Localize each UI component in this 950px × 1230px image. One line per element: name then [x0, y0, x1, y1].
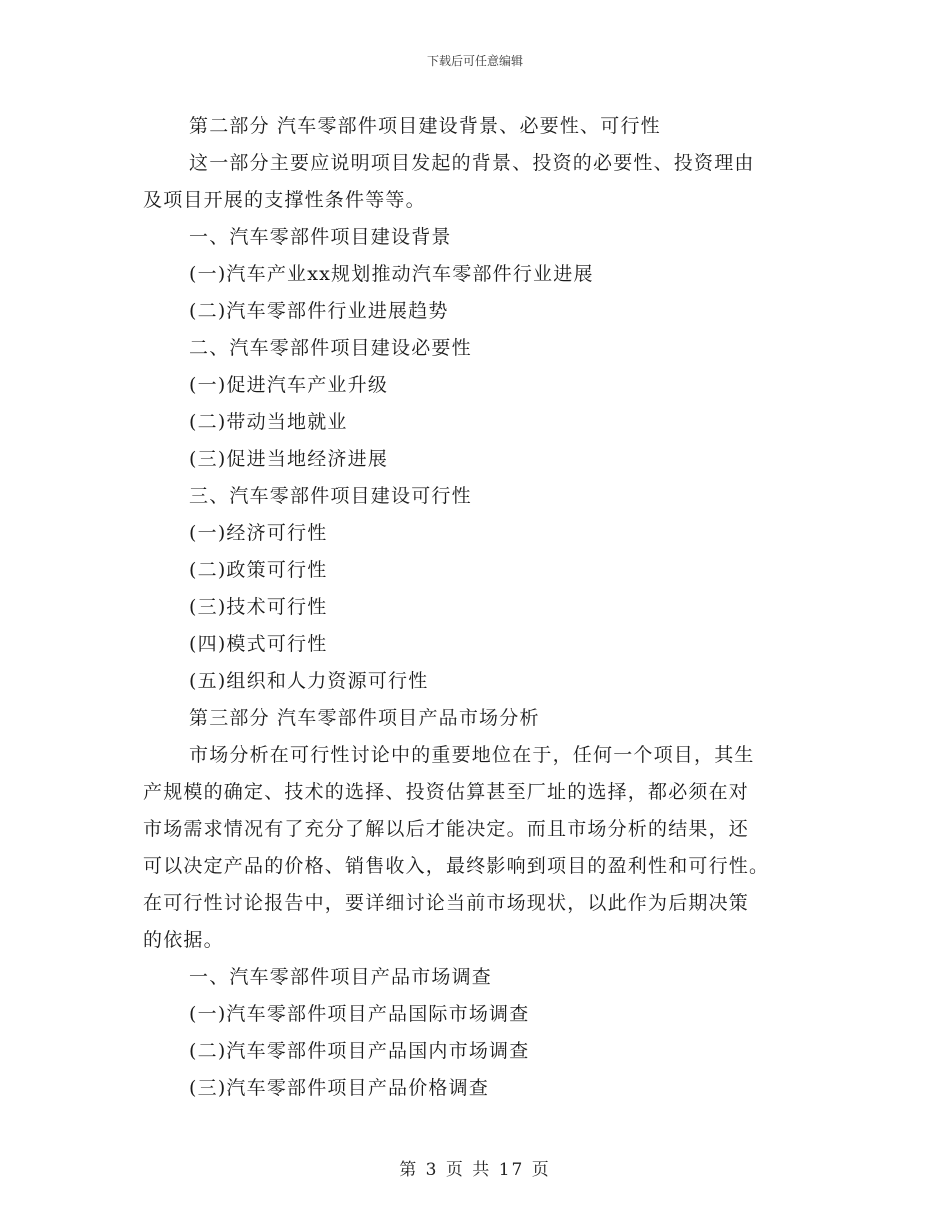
text-line: (三)促进当地经济进展 [189, 448, 389, 470]
text-line: 市场分析在可行性讨论中的重要地位在于，任何一个项目，其生 [189, 744, 755, 766]
page-header: 下载后可任意编辑 [426, 54, 523, 68]
text-line: 产规模的确定、技术的选择、投资估算甚至厂址的选择，都必须在对 [143, 781, 750, 803]
text-line: 在可行性讨论报告中，要详细讨论当前市场现状，以此作为后期决策 [143, 892, 750, 914]
text-line: (三)汽车零部件项目产品价格调查 [189, 1077, 490, 1099]
text-line: (一)汽车零部件项目产品国际市场调查 [189, 1003, 530, 1025]
text-line: 第二部分 汽车零部件项目建设背景、必要性、可行性 [189, 115, 661, 137]
text-line: (一)促进汽车产业升级 [189, 374, 389, 396]
text-line: (二)汽车零部件行业进展趋势 [189, 300, 449, 322]
text-line: (五)组织和人力资源可行性 [189, 670, 429, 692]
text-line: (二)政策可行性 [189, 559, 328, 581]
text-line: (一)经济可行性 [189, 522, 328, 544]
text-line: 及项目开展的支撑性条件等等。 [143, 189, 426, 211]
text-line: 三、汽车零部件项目建设可行性 [189, 485, 472, 507]
document-body [143, 108, 808, 1107]
page-footer: 第 3 页 共 17 页 [399, 1160, 551, 1180]
text-line: 二、汽车零部件项目建设必要性 [189, 337, 472, 359]
text-line: 第三部分 汽车零部件项目产品市场分析 [189, 707, 540, 729]
text-line: (一)汽车产业xx规划推动汽车零部件行业进展 [189, 263, 594, 285]
text-line: 一、汽车零部件项目产品市场调查 [189, 966, 493, 988]
text-line: (四)模式可行性 [189, 633, 328, 655]
text-line: (二)带动当地就业 [189, 411, 348, 433]
text-line: 一、汽车零部件项目建设背景 [189, 226, 452, 248]
text-line: (三)技术可行性 [189, 596, 328, 618]
text-line: 的依据。 [143, 929, 224, 951]
text-line: (二)汽车零部件项目产品国内市场调查 [189, 1040, 530, 1062]
text-line: 市场需求情况有了充分了解以后才能决定。而且市场分析的结果，还 [143, 818, 750, 840]
text-line: 这一部分主要应说明项目发起的背景、投资的必要性、投资理由 [189, 152, 755, 174]
text-line: 可以决定产品的价格、销售收入，最终影响到项目的盈利性和可行性。 [143, 855, 770, 877]
